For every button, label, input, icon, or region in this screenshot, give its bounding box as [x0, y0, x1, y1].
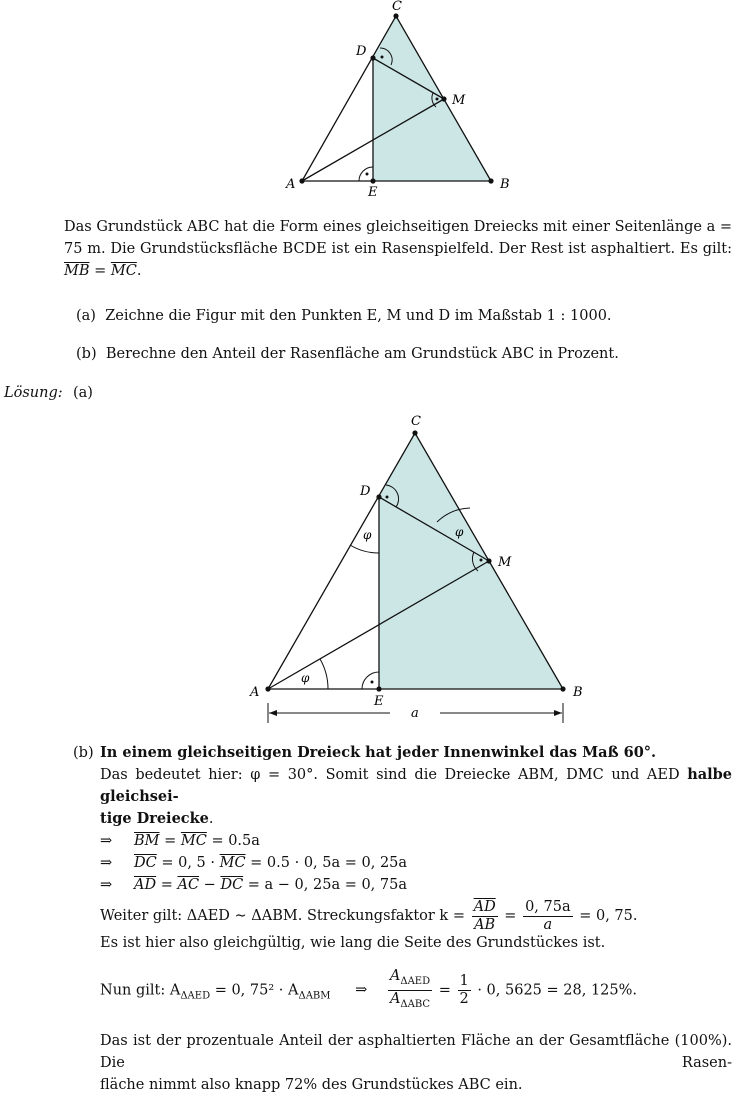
figure-2	[0, 400, 732, 730]
final-line-1: Das ist der prozentuale Anteil der asphaltierten Fläche an der Gesamtfläche (100%). Die Rasen-	[100, 1033, 732, 1071]
point-b-2	[560, 686, 565, 691]
angle-arc-d	[350, 545, 379, 553]
k-result: = 0, 75.	[574, 908, 638, 924]
angle-label-a: φ	[301, 671, 310, 685]
solution-b-heading: In einem gleichseitigen Dreieck hat jeder Innenwinkel das Maß 60°.	[100, 744, 657, 761]
now-mid: = 0, 75² · A	[210, 982, 299, 999]
dim-arrow-left	[269, 710, 277, 716]
area-ratio-line	[100, 968, 637, 1018]
right-angle-e-2-dot	[371, 681, 374, 684]
line1-text: Das bedeutet hier: φ = 30°. Somit sind die Dreiecke ABM, DMC und AED	[100, 767, 688, 783]
seg-mc: $\overline{MC}$	[180, 833, 207, 849]
note-line: Es ist hier also gleichgültig, wie lang die Seite des Grundstückes ist.	[100, 935, 606, 951]
final-line-2: fläche nimmt also knapp 72% des Grundstückes ABC ein.	[100, 1077, 523, 1093]
seg-mc: $\overline{MC}$	[219, 855, 246, 871]
point-a-2	[265, 686, 270, 691]
solution-part-a-marker: (a)	[73, 385, 93, 401]
implies-arrow-2: ⇒	[355, 982, 368, 999]
label-c: C	[392, 0, 402, 14]
line1-bold: halbe gleichsei-	[100, 766, 732, 805]
label-e: E	[368, 185, 378, 200]
solution-b-body	[100, 742, 732, 934]
equals: =	[89, 263, 111, 279]
fraction-area	[388, 968, 432, 1013]
label-e-2: E	[374, 694, 384, 709]
solution-label: Lösung:	[4, 385, 63, 401]
task-intro-line-2: 75 m. Die Grundstücksfläche BCDE ist ein Rasenspielfeld. Der Rest ist asphaltiert. Es gilt:	[64, 241, 732, 257]
point-m	[441, 96, 446, 101]
solution-b-line-1	[100, 764, 732, 808]
k-denominator: AB	[474, 916, 496, 933]
equation-2	[100, 852, 732, 874]
minus: −	[199, 877, 221, 893]
task-intro	[64, 216, 732, 282]
seg-ad: $\overline{AD}$	[134, 877, 157, 893]
label-b: B	[500, 177, 510, 192]
seg-dc: $\overline{DC}$	[220, 877, 244, 893]
right-angle-m-dot	[436, 98, 439, 101]
now-sub-abm: ΔABM	[298, 990, 331, 1002]
k-numerator: $\overline{AD}$	[473, 898, 496, 915]
implies-arrow: ⇒	[100, 877, 113, 893]
final-paragraph	[100, 1030, 732, 1096]
point-m-2	[486, 558, 491, 563]
right-angle-d-2-dot	[386, 496, 389, 499]
equation-1	[100, 830, 732, 852]
label-m-2: M	[498, 555, 512, 570]
part-b-text: Berechne den Anteil der Rasenfläche am Grundstück ABC in Prozent.	[105, 346, 619, 362]
eq: =	[159, 833, 181, 849]
angle-label-d: φ	[363, 528, 372, 542]
solution-part-b-marker: (b)	[73, 745, 94, 761]
label-c-2: C	[411, 414, 421, 429]
task-part-a	[76, 305, 612, 327]
angle-label-c: φ	[455, 525, 464, 539]
area-den-a: A	[389, 990, 401, 1007]
fraction-k	[472, 899, 498, 934]
similarity-text: Weiter gilt: ΔAED ∼ ΔABM. Streckungsfaktor k =	[100, 908, 470, 924]
point-b	[488, 178, 493, 183]
eq2-mid: = 0, 5 ·	[156, 855, 220, 871]
solution-b-line-2	[100, 808, 732, 830]
implies-arrow: ⇒	[100, 855, 113, 871]
seg-dc: $\overline{DC}$	[134, 855, 157, 871]
eq: =	[156, 877, 178, 893]
area-num-sub: ΔAED	[400, 975, 431, 987]
lawn-area-2	[379, 433, 563, 689]
similarity-line	[100, 898, 732, 934]
area-result: · 0, 5625 = 28, 125%.	[472, 982, 638, 999]
fraction-half	[458, 973, 471, 1008]
now-text: Nun gilt: A	[100, 982, 181, 999]
figure-1	[0, 0, 732, 200]
label-d-2: D	[360, 484, 371, 499]
right-angle-d-dot	[381, 56, 384, 59]
fraction-k2	[523, 899, 573, 934]
right-angle-m-2-dot	[480, 559, 483, 562]
right-angle-e-dot	[366, 173, 369, 176]
point-c	[393, 13, 398, 18]
point-d-2	[376, 494, 381, 499]
part-a-marker: (a)	[76, 308, 96, 324]
point-e	[370, 178, 375, 183]
area-equals: =	[434, 982, 456, 999]
area-num-a: A	[389, 968, 401, 984]
area-den-sub: ΔABC	[400, 998, 431, 1010]
point-a	[299, 178, 304, 183]
task-intro-line-3	[64, 260, 732, 282]
seg-bm: $\overline{BM}$	[134, 833, 160, 849]
equation-3	[100, 874, 732, 896]
area-numerator	[388, 968, 432, 991]
period: .	[136, 263, 142, 279]
seg-mb: $\overline{MB}$	[64, 263, 90, 279]
k2-numerator: 0, 75a	[525, 898, 571, 915]
eq1-rest: = 0.5a	[206, 833, 260, 849]
label-m: M	[452, 93, 466, 108]
dim-label-a: a	[411, 706, 419, 721]
now-sub-aed: ΔAED	[180, 990, 211, 1002]
seg-ac: $\overline{AC}$	[177, 877, 200, 893]
implies-arrow: ⇒	[100, 833, 113, 849]
k2-denominator: a	[543, 916, 553, 933]
eq3-rest: = a − 0, 25a = 0, 75a	[243, 877, 407, 893]
half-num: 1	[459, 972, 469, 989]
label-a: A	[286, 177, 296, 192]
part-a-text: Zeichne die Figur mit den Punkten E, M und D im Maßstab 1 : 1000.	[105, 308, 612, 324]
task-part-b	[76, 343, 619, 365]
point-c-2	[412, 430, 417, 435]
line2-period: .	[208, 811, 214, 827]
area-denominator	[388, 991, 432, 1013]
angle-arc-a	[320, 659, 328, 689]
label-a-2: A	[250, 685, 260, 700]
half-den: 2	[459, 990, 469, 1007]
point-d	[370, 55, 375, 60]
right-angle-e-2	[362, 672, 379, 689]
label-b-2: B	[573, 685, 583, 700]
k-equals: =	[499, 908, 522, 924]
task-intro-line-1: Das Grundstück ABC hat die Form eines gleichseitigen Dreiecks mit einer Seitenlänge a =	[64, 219, 732, 235]
eq2-rest: = 0.5 · 0, 5a = 0, 25a	[245, 855, 408, 871]
seg-mc: $\overline{MC}$	[110, 263, 137, 279]
line2-bold: tige Dreiecke	[100, 810, 209, 827]
label-d: D	[356, 44, 367, 59]
point-e-2	[376, 686, 381, 691]
part-b-marker: (b)	[76, 346, 97, 362]
dim-arrow-right	[554, 710, 562, 716]
